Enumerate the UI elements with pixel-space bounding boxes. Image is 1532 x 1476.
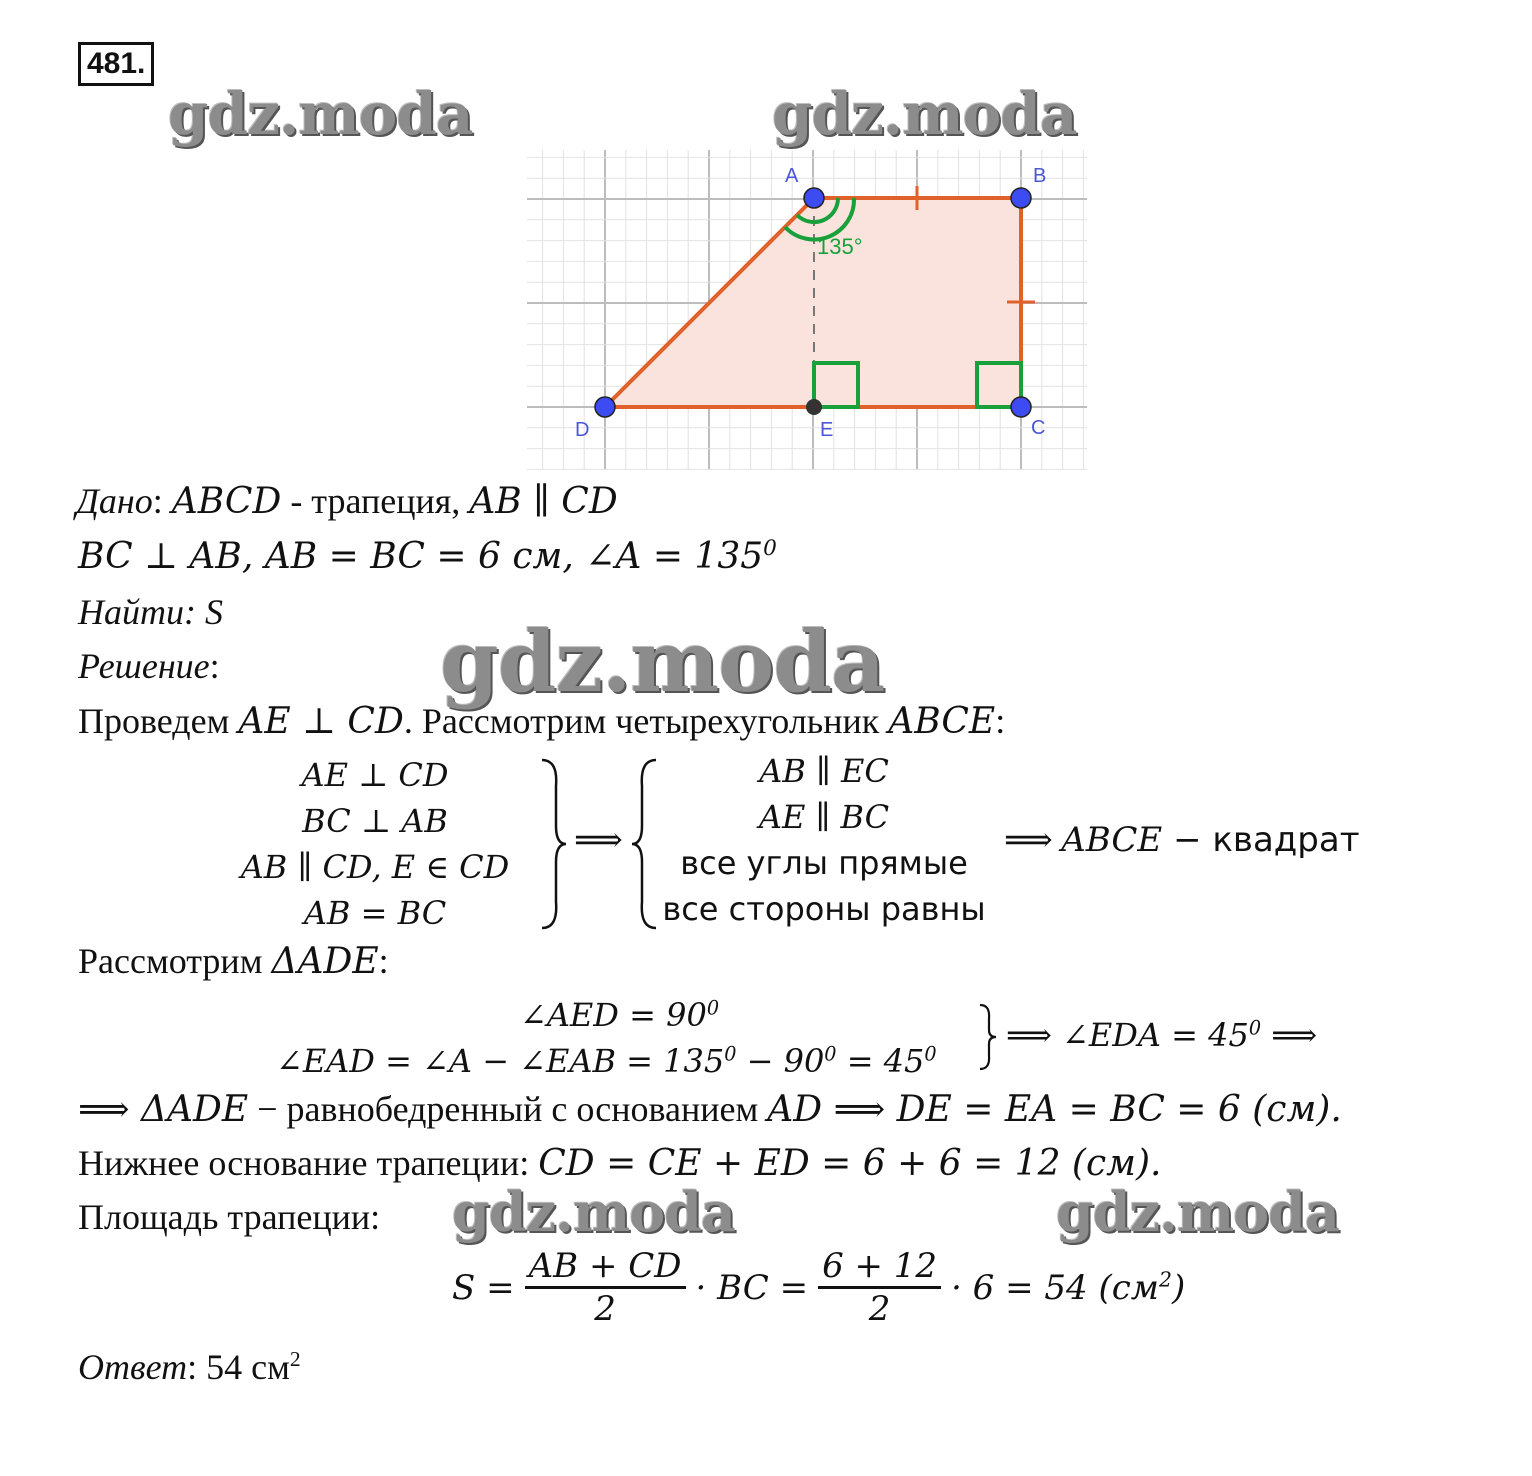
given-line-2 [78, 536, 777, 577]
point-a [804, 188, 824, 208]
watermark: gdz.moda [772, 80, 1077, 148]
implies-3: ⟹ [1261, 1016, 1318, 1054]
step-1 [78, 700, 1005, 742]
step-2 [78, 940, 389, 982]
angle-label: 135° [817, 234, 863, 259]
formula-s: S = [452, 1267, 515, 1308]
degree-sup: 0 [763, 536, 777, 561]
given-parallel: AB ∥ CD [469, 481, 618, 522]
solution-label: Решение [78, 646, 210, 686]
answer-label: Ответ [78, 1347, 188, 1387]
fraction-1-denominator: 2 [594, 1289, 616, 1329]
step-1-expr: AE ⊥ CD [238, 701, 404, 742]
system-1-left-line: BC ⊥ AB [302, 802, 448, 840]
fraction-2 [818, 1246, 941, 1329]
problem-number: 481. [78, 42, 154, 86]
label-d: D [575, 419, 590, 441]
step-3-ad: AD [767, 1089, 823, 1130]
given-figure: ABCD [171, 481, 282, 522]
given-text: - трапеция, [281, 481, 470, 521]
system-1-right-line: AB ∥ EC [759, 752, 889, 790]
system-1-right-line: все стороны равны [662, 890, 986, 928]
formula-tail: · 6 = 54 (см [951, 1267, 1159, 1308]
right-brace-2 [976, 1002, 1000, 1072]
fraction-2-numerator: 6 + 12 [822, 1246, 938, 1286]
solution-label-line: Решение: [78, 646, 220, 686]
step-3 [78, 1088, 1342, 1130]
point-d [595, 397, 615, 417]
step-4-expr: CD = CE + ED = 6 + 6 = 12 (см). [538, 1143, 1162, 1184]
conclusion-1-obj: ABCE [1061, 820, 1163, 860]
label-a: A [785, 165, 799, 187]
label-e: E [820, 419, 834, 441]
system-1-left-line: AB = BC [303, 894, 447, 932]
implies-2: ⟹ [1004, 820, 1053, 860]
step-1-suffix: : [995, 701, 1006, 741]
point-b [1011, 188, 1031, 208]
system-2-result [1006, 1016, 1317, 1054]
step-3-tail: ⟹ DE = EA = BC = 6 (см). [822, 1089, 1342, 1130]
ead-result: = 45 [836, 1042, 925, 1080]
find-line: Найти: S [78, 592, 223, 632]
implies-1: ⟹ [574, 820, 623, 860]
step-1-obj: ABCE [888, 701, 996, 742]
formula-close: ) [1171, 1267, 1186, 1308]
ead-minus: − 90 [736, 1042, 825, 1080]
degree-sup: 0 [924, 1042, 937, 1066]
step-1-mid: . Рассмотрим четырехугольник [403, 701, 889, 741]
formula-mid: · BC = [695, 1267, 809, 1308]
answer-line [78, 1346, 301, 1388]
right-brace-1 [538, 756, 568, 932]
given-line-1: Дано: ABCD - трапеция, AB ∥ CD [76, 481, 618, 522]
degree-sup: 0 [724, 1042, 737, 1066]
system-2-line-1 [520, 996, 719, 1034]
step-2-expr: ΔADE [271, 941, 379, 982]
system-1-right [652, 748, 996, 932]
degree-sup: 0 [1248, 1016, 1262, 1040]
given-label: Дано [76, 481, 153, 521]
system-2-line-2 [276, 1042, 937, 1080]
watermark: gdz.moda [452, 1180, 735, 1244]
step-3-text: − равнобедренный с основанием [248, 1089, 768, 1129]
conclusion-1 [1004, 820, 1360, 860]
system-1-right-line: все углы прямые [680, 844, 968, 882]
square-sup: 2 [289, 1347, 301, 1371]
step-4 [78, 1142, 1161, 1184]
watermark: gdz.moda [168, 80, 473, 148]
area-formula [452, 1246, 1185, 1329]
trapezoid-figure [527, 150, 1087, 470]
aed-angle: ∠AED = 90 [520, 996, 707, 1034]
system-1-left-line: AB ∥ CD, E ∈ CD [240, 848, 510, 886]
system-1-left [210, 752, 540, 936]
watermark: gdz.moda [440, 612, 885, 711]
label-c: C [1031, 417, 1046, 439]
fraction-2-denominator: 2 [868, 1289, 891, 1329]
watermark: gdz.moda [1056, 1180, 1339, 1244]
fraction-1-numerator: AB + CD [528, 1246, 682, 1286]
system-1-right-line: AE ∥ BC [758, 798, 890, 836]
given-conditions: BC ⊥ AB, AB = BC = 6 см, ∠A = 135 [78, 536, 764, 577]
eda-angle: ⟹ ∠EDA = 45 [1006, 1016, 1249, 1054]
conclusion-1-text: − квадрат [1162, 820, 1360, 860]
point-c [1011, 397, 1031, 417]
square-sup: 2 [1158, 1267, 1172, 1292]
system-1-left-line: AE ⊥ CD [301, 756, 449, 794]
degree-sup: 0 [706, 996, 720, 1020]
degree-sup: 0 [824, 1042, 837, 1066]
ead-angle: ∠EAD = ∠A − ∠EAB = 135 [276, 1042, 725, 1080]
fraction-1 [525, 1246, 686, 1329]
point-e [806, 399, 822, 415]
step-3-lead: ⟹ ΔADE [78, 1089, 249, 1130]
answer-value: : 54 см [187, 1347, 290, 1387]
step-2-prefix: Рассмотрим [78, 941, 272, 981]
label-b: B [1033, 165, 1047, 187]
step-2-suffix: : [378, 941, 389, 981]
step-1-prefix: Проведем [78, 701, 239, 741]
step-5: Площадь трапеции: [78, 1197, 381, 1237]
step-4-prefix: Нижнее основание трапеции: [78, 1143, 539, 1183]
